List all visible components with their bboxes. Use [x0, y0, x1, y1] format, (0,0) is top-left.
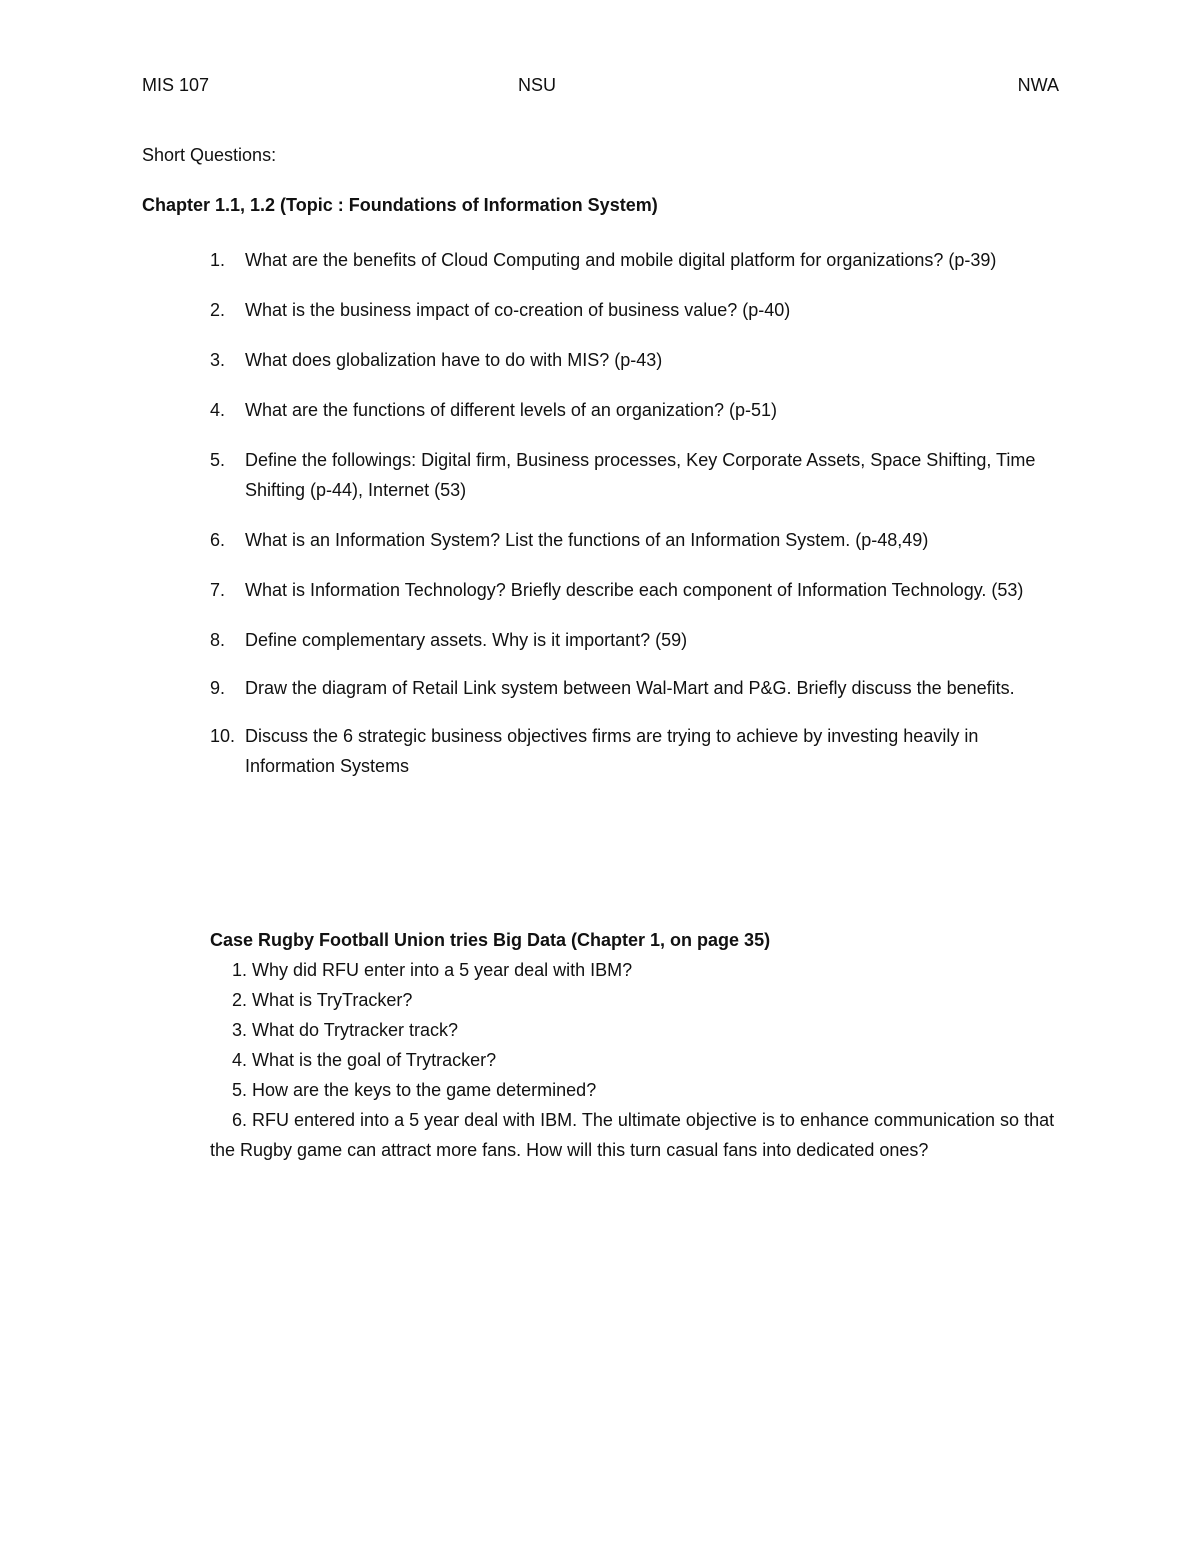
question-text: What are the functions of different levels of an organization? (p-51) [245, 400, 777, 420]
short-questions-label: Short Questions: [142, 145, 277, 165]
question-number: 4. [210, 400, 226, 420]
question-number: 3. [210, 350, 226, 370]
case-study-section [210, 925, 1060, 1165]
question-item [142, 675, 1062, 701]
question-item [142, 445, 1062, 505]
case-question-item: 5. How are the keys to the game determined? [232, 1080, 597, 1100]
chapter-heading: Chapter 1.1, 1.2 (Topic : Foundations of Information System) [142, 195, 658, 215]
question-text: What is Information Technology? Briefly describe each component of Information Technology. (53) [245, 580, 1024, 600]
page-header [142, 75, 1059, 99]
header-university: NSU [518, 75, 557, 95]
question-list [142, 245, 1062, 801]
question-number: 1. [210, 250, 226, 270]
question-text: What does globalization have to do with MIS? (p-43) [245, 350, 663, 370]
question-item [142, 345, 1062, 375]
case-question-list [210, 955, 1060, 1165]
header-initials: NWA [1017, 75, 1059, 95]
case-question-item: 4. What is the goal of Trytracker? [232, 1050, 497, 1070]
question-text: Draw the diagram of Retail Link system between Wal-Mart and P&G. Briefly discuss the benefits. [245, 678, 1015, 698]
question-number: 2. [210, 300, 226, 320]
question-text: Define the followings: Digital firm, Business processes, Key Corporate Assets, Space Shifting, Time Shifting (p-44), Internet (53) [245, 450, 1036, 500]
question-number: 9. [210, 678, 226, 698]
question-number: 7. [210, 580, 226, 600]
case-study-title: Case Rugby Football Union tries Big Data (Chapter 1, on page 35) [210, 930, 771, 950]
question-text: What are the benefits of Cloud Computing and mobile digital platform for organizations? (p-39) [245, 250, 997, 270]
question-item [142, 721, 1062, 781]
question-number: 10. [210, 726, 236, 746]
case-question-item: 3. What do Trytracker track? [232, 1020, 459, 1040]
question-number: 6. [210, 530, 226, 550]
question-item [142, 245, 1062, 275]
question-text: Define complementary assets. Why is it important? (59) [245, 630, 688, 650]
question-item [142, 575, 1062, 605]
question-number: 5. [210, 450, 226, 470]
question-item [142, 625, 1062, 655]
case-question-item: 1. Why did RFU enter into a 5 year deal with IBM? [232, 960, 633, 980]
question-item [142, 295, 1062, 325]
header-course-code: MIS 107 [142, 75, 210, 95]
question-text: Discuss the 6 strategic business objectives firms are trying to achieve by investing heavily in Information Systems [245, 726, 979, 776]
question-text: What is an Information System? List the functions of an Information System. (p-48,49) [245, 530, 929, 550]
question-item [142, 395, 1062, 425]
question-text: What is the business impact of co-creation of business value? (p-40) [245, 300, 791, 320]
case-question-item: 6. RFU entered into a 5 year deal with IBM. The ultimate objective is to enhance communication so that the Rugby game can attract more fans. How will this turn casual fans into dedicated ones? [210, 1110, 1055, 1160]
question-number: 8. [210, 630, 226, 650]
case-question-item: 2. What is TryTracker? [232, 990, 413, 1010]
question-item [142, 525, 1062, 555]
